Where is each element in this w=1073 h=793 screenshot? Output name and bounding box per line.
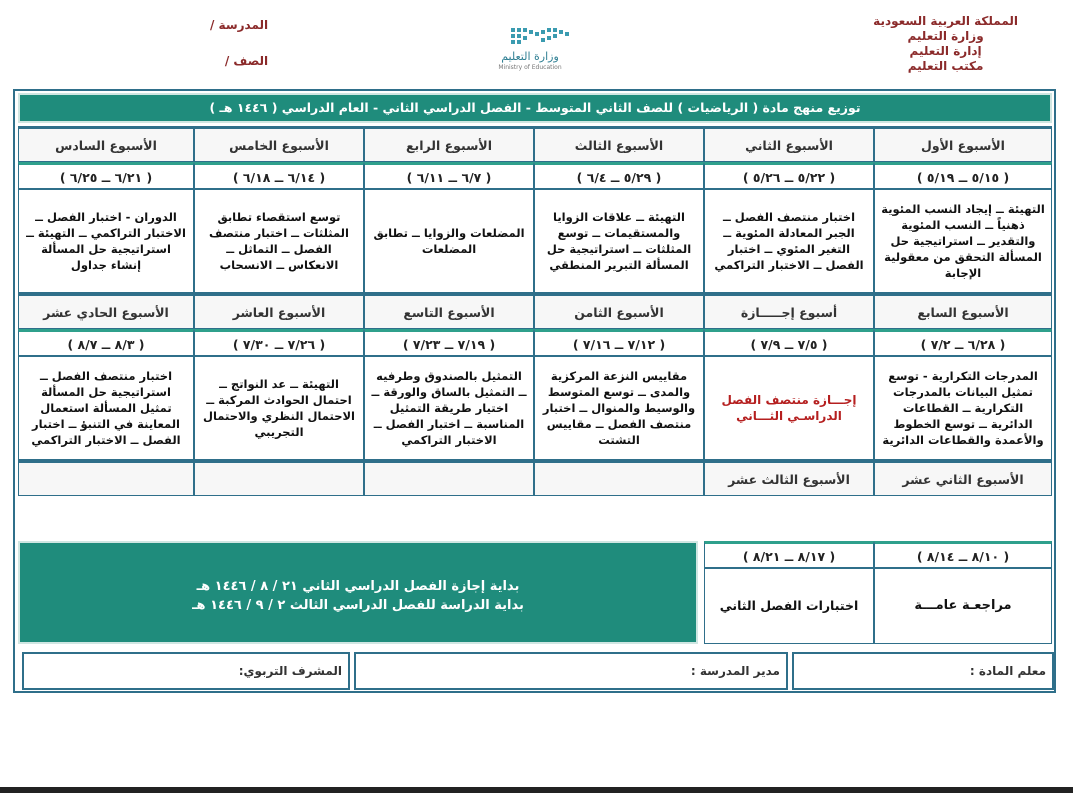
teacher-signature: معلم المادة : — [792, 652, 1054, 690]
week-content: الدوران - اختبار الفصل ــ الاختبار التراكمي ــ التهيئة ــ استراتيجية حل المسألة إنشاء جداول — [18, 189, 194, 293]
week-dates: ( ٧/٢٦ ــ ٧/٣٠ ) — [194, 329, 364, 356]
note-line-1: بداية إجازة الفصل الدراسي الثاني ٢١ / ٨ / ١٤٤٦ هـ — [196, 579, 520, 594]
ministry-text: وزارة التعليم — [907, 29, 984, 43]
week-dates: ( ٥/٢٩ ــ ٦/٤ ) — [534, 162, 704, 189]
week-label: الأسبوع السابع — [874, 293, 1052, 329]
content-row-2 — [18, 356, 1052, 460]
week-dates: ( ٥/٢٢ ــ ٥/٢٦ ) — [704, 162, 874, 189]
week-content: التهيئة ــ علاقات الزوايا والمستقيمات ــ توسع المثلثات ــ استراتيجية حل المسألة التبرير المنطقي — [534, 189, 704, 293]
week-content: مراجعـة عامـــة — [874, 568, 1052, 644]
header-school-block — [210, 16, 268, 88]
supervisor-signature: المشرف التربوي: — [22, 652, 350, 690]
empty-cell — [18, 460, 194, 496]
week-dates: ( ٧/٥ ــ ٧/٩ ) — [704, 329, 874, 356]
principal-signature: مدير المدرسة : — [354, 652, 788, 690]
week-content: توسع استقصاء تطابق المثلثات ــ اختبار منتصف الفصل ــ التماثل ــ الانعكاس ــ الانسحاب — [194, 189, 364, 293]
week-label: أسبوع إجـــــازة — [704, 293, 874, 329]
week-label: الأسبوع الأول — [874, 126, 1052, 162]
week-label: الأسبوع الثالث عشر — [704, 460, 874, 496]
week-label: الأسبوع الرابع — [364, 126, 534, 162]
note-line-2: بداية الدراسة للفصل الدراسي الثالث ٢ / ٩ / ١٤٤٦ هـ — [192, 598, 524, 613]
week-label: الأسبوع الثالث — [534, 126, 704, 162]
bottom-bar — [0, 787, 1073, 793]
week-dates: ( ٨/٣ ــ ٨/٧ ) — [18, 329, 194, 356]
week-label: الأسبوع الحادي عشر — [18, 293, 194, 329]
date-row-3 — [700, 541, 1052, 568]
week-content: اختبارات الفصل الثاني — [704, 568, 874, 644]
week-label: الأسبوع العاشر — [194, 293, 364, 329]
logo-text-en: Ministry of Education — [498, 64, 562, 71]
date-row-2 — [18, 329, 1052, 356]
week-label: الأسبوع الخامس — [194, 126, 364, 162]
class-label: الصف / — [224, 54, 269, 68]
week-dates: ( ٦/١٤ ــ ٦/١٨ ) — [194, 162, 364, 189]
school-label: المدرسة / — [210, 18, 269, 32]
week-label: الأسبوع الثامن — [534, 293, 704, 329]
week-dates: ( ٦/٧ ــ ٦/١١ ) — [364, 162, 534, 189]
weeks-grid — [18, 126, 1052, 496]
week-content: التهيئة ــ عد النواتج ــ احتمال الحوادث المركبة ــ الاحتمال النظري والاحتمال التجريبي — [194, 356, 364, 460]
week-content: اختبار منتصف الفصل ــ استراتيجية حل المسألة تمثيل المسألة استعمال المعاينة في التنبؤ ــ اختبار الفصل ــ الاختبار التراكمي — [18, 356, 194, 460]
week-content: المضلعات والزوايا ــ تطابق المضلعات — [364, 189, 534, 293]
week-header-row-1 — [18, 126, 1052, 162]
week-label: الأسبوع الثاني عشر — [874, 460, 1052, 496]
final-weeks — [700, 541, 1052, 644]
plan-title: توزيع منهج مادة ( الرياضيات ) للصف الثاني المتوسط - الفصل الدراسي الثاني - العام الدراسي ( ١٤٤٦ هـ ) — [18, 93, 1052, 123]
week-header-row-3 — [18, 460, 1052, 496]
week-dates: ( ٨/١٠ ــ ٨/١٤ ) — [874, 541, 1052, 568]
signature-row — [16, 652, 1054, 690]
week-content: المدرجات التكرارية - توسع تمثيل البيانات بالمدرجات التكرارية ــ القطاعات الدائرية ــ توسع الخطوط والأعمدة والقطاعات الدائرية — [874, 356, 1052, 460]
ministry-logo — [465, 24, 595, 72]
week-label: الأسبوع السادس — [18, 126, 194, 162]
notes-box — [18, 541, 698, 644]
admin-text: إدارة التعليم — [909, 44, 982, 58]
week-dates: ( ٦/٢١ ــ ٦/٢٥ ) — [18, 162, 194, 189]
content-row-1 — [18, 189, 1052, 293]
week-content: التمثيل بالصندوق وطرفيه ــ التمثيل بالساق والورقة ــ اختيار طريقة التمثيل المناسبة ــ اختبار الفصل ــ الاختبار التراكمي — [364, 356, 534, 460]
office-text: مكتب التعليم — [907, 59, 984, 73]
week-label: الأسبوع الثاني — [704, 126, 874, 162]
empty-cell — [534, 460, 704, 496]
week-dates: ( ٥/١٥ ــ ٥/١٩ ) — [874, 162, 1052, 189]
week-content: مقاييس النزعة المركزية والمدى ــ توسع المتوسط والوسيط والمنوال ــ اختبار منتصف الفصل ــ مقاييس التشتت — [534, 356, 704, 460]
kingdom-text: المملكة العربية السعودية — [873, 14, 1018, 28]
week-dates: ( ٧/١٩ ــ ٧/٢٣ ) — [364, 329, 534, 356]
empty-cell — [194, 460, 364, 496]
week-header-row-2 — [18, 293, 1052, 329]
holiday-content: إجـــازة منتصف الفصل الدراسـي الثـــاني — [704, 356, 874, 460]
week-content: التهيئة ــ إيجاد النسب المئوية ذهنياً ــ النسب المئوية والتقدير ــ استراتيجية حل المسألة التحقق من معقولية الإجابة — [874, 189, 1052, 293]
week-dates: ( ٦/٢٨ ــ ٧/٢ ) — [874, 329, 1052, 356]
logo-text-ar: وزارة التعليم — [501, 50, 559, 63]
week-label: الأسبوع التاسع — [364, 293, 534, 329]
week-content: اختبار منتصف الفصل ــ الجبر المعادلة المئوية ــ التغير المئوي ــ اختبار الفصل ــ الاختبار التراكمي — [704, 189, 874, 293]
date-row-1 — [18, 162, 1052, 189]
empty-cell — [364, 460, 534, 496]
week-dates: ( ٧/١٢ ــ ٧/١٦ ) — [534, 329, 704, 356]
week-dates: ( ٨/١٧ ــ ٨/٢١ ) — [704, 541, 874, 568]
header-org-block — [873, 14, 1018, 74]
content-row-3 — [700, 568, 1052, 644]
